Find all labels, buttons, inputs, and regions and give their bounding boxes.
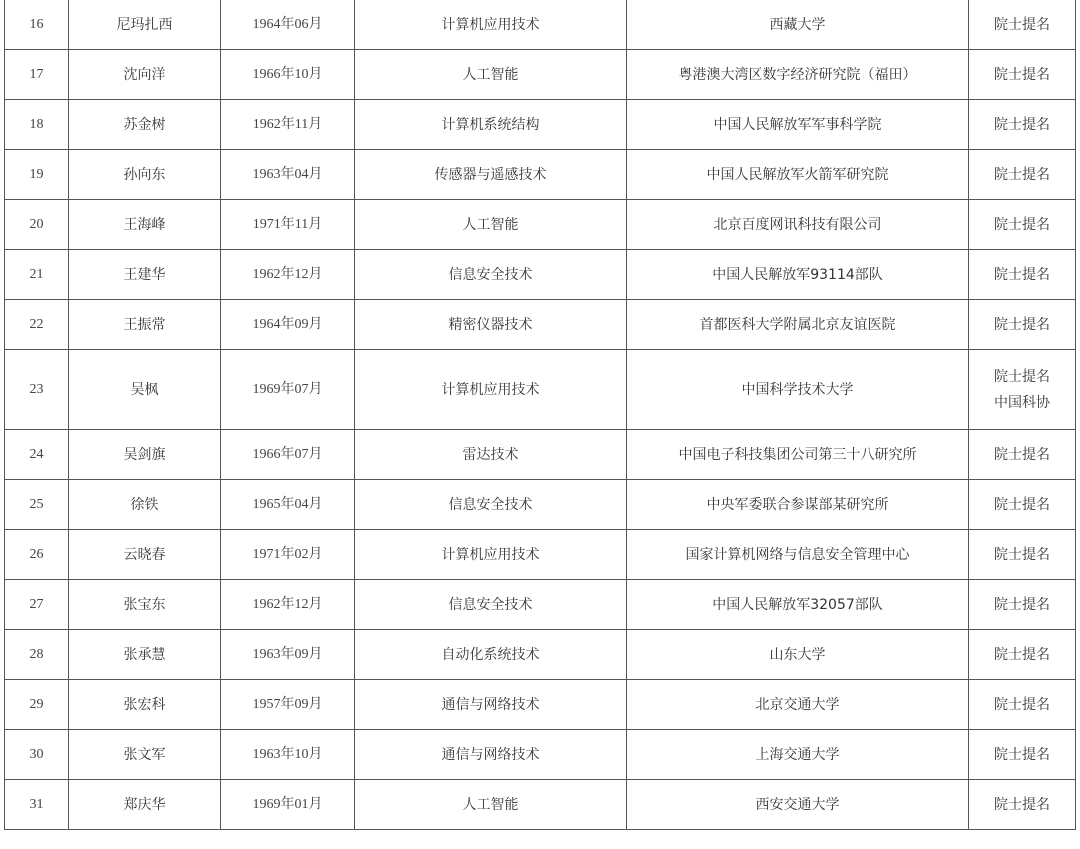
row-number-cell: 21 [5,250,69,300]
row-number-cell: 27 [5,580,69,630]
nomination-cell [969,730,1076,780]
name-cell: 尼玛扎西 [69,0,221,50]
row-number-cell: 25 [5,480,69,530]
nomination-source: 院士提名 [994,166,1050,183]
nomination-source: 院士提名 [994,316,1050,333]
nomination-cell [969,580,1076,630]
table-body [5,0,1076,830]
table-row [5,250,1076,300]
name-cell: 张宏科 [69,680,221,730]
table-row [5,680,1076,730]
organization-cell: 西藏大学 [627,0,969,50]
birth-date-cell: 1971年02月 [221,530,355,580]
birth-date-cell: 1963年09月 [221,630,355,680]
row-number-cell: 26 [5,530,69,580]
birth-date-cell: 1964年09月 [221,300,355,350]
nomination-cell [969,530,1076,580]
table-row [5,780,1076,830]
field-cell: 雷达技术 [355,430,627,480]
nomination-cell [969,630,1076,680]
name-cell: 吴枫 [69,350,221,430]
nomination-cell [969,780,1076,830]
field-cell: 计算机应用技术 [355,530,627,580]
birth-date-cell: 1969年01月 [221,780,355,830]
birth-date-cell: 1962年12月 [221,580,355,630]
nomination-cell [969,480,1076,530]
row-number-cell: 16 [5,0,69,50]
nomination-cell [969,300,1076,350]
name-cell: 苏金树 [69,100,221,150]
name-cell: 郑庆华 [69,780,221,830]
table-row [5,480,1076,530]
nomination-source: 院士提名 [994,546,1050,563]
nomination-source: 院士提名 [994,746,1050,763]
organization-cell: 中国人民解放军军事科学院 [627,100,969,150]
name-cell: 沈向洋 [69,50,221,100]
table-row [5,300,1076,350]
table-row [5,150,1076,200]
table-row [5,100,1076,150]
organization-cell: 西安交通大学 [627,780,969,830]
field-cell: 传感器与遥感技术 [355,150,627,200]
nomination-cell [969,350,1076,430]
row-number-cell: 24 [5,430,69,480]
field-cell: 人工智能 [355,780,627,830]
name-cell: 王海峰 [69,200,221,250]
nomination-source: 院士提名 [994,16,1050,33]
organization-cell: 中国电子科技集团公司第三十八研究所 [627,430,969,480]
birth-date-cell: 1966年10月 [221,50,355,100]
nomination-source: 院士提名 [994,496,1050,513]
organization-cell: 山东大学 [627,630,969,680]
organization-cell: 中国人民解放军93114部队 [627,250,969,300]
candidate-table-container [4,0,1075,830]
row-number-cell: 31 [5,780,69,830]
organization-cell: 粤港澳大湾区数字经济研究院（福田） [627,50,969,100]
birth-date-cell: 1965年04月 [221,480,355,530]
birth-date-cell: 1971年11月 [221,200,355,250]
birth-date-cell: 1962年12月 [221,250,355,300]
field-cell: 计算机应用技术 [355,350,627,430]
birth-date-cell: 1962年11月 [221,100,355,150]
organization-cell: 中国科学技术大学 [627,350,969,430]
name-cell: 王建华 [69,250,221,300]
organization-cell: 首都医科大学附属北京友谊医院 [627,300,969,350]
row-number-cell: 17 [5,50,69,100]
birth-date-cell: 1966年07月 [221,430,355,480]
nomination-source: 院士提名 [994,266,1050,283]
row-number-cell: 29 [5,680,69,730]
row-number-cell: 30 [5,730,69,780]
row-number-cell: 28 [5,630,69,680]
organization-cell: 中央军委联合参谋部某研究所 [627,480,969,530]
nomination-cell [969,100,1076,150]
table-row [5,630,1076,680]
table-row [5,200,1076,250]
name-cell: 吴剑旗 [69,430,221,480]
birth-date-cell: 1964年06月 [221,0,355,50]
nomination-source: 院士提名 [994,696,1050,713]
name-cell: 王振常 [69,300,221,350]
nomination-cell [969,430,1076,480]
organization-cell: 中国人民解放军火箭军研究院 [627,150,969,200]
row-number-cell: 22 [5,300,69,350]
table-row [5,580,1076,630]
nomination-source: 院士提名 [994,796,1050,813]
nomination-cell [969,0,1076,50]
birth-date-cell: 1957年09月 [221,680,355,730]
row-number-cell: 23 [5,350,69,430]
row-number-cell: 19 [5,150,69,200]
nomination-source: 院士提名 [994,646,1050,663]
organization-cell: 上海交通大学 [627,730,969,780]
nomination-cell [969,150,1076,200]
name-cell: 云晓春 [69,530,221,580]
field-cell: 信息安全技术 [355,580,627,630]
nomination-source: 院士提名 [994,66,1050,83]
nomination-cell [969,680,1076,730]
field-cell: 精密仪器技术 [355,300,627,350]
table-row [5,730,1076,780]
table-row [5,0,1076,50]
name-cell: 孙向东 [69,150,221,200]
table-row [5,430,1076,480]
organization-cell: 中国人民解放军32057部队 [627,580,969,630]
birth-date-cell: 1963年04月 [221,150,355,200]
nomination-cell [969,200,1076,250]
field-cell: 计算机应用技术 [355,0,627,50]
candidate-table [4,0,1076,830]
birth-date-cell: 1963年10月 [221,730,355,780]
name-cell: 张文军 [69,730,221,780]
nomination-source: 院士提名 [994,116,1050,133]
field-cell: 计算机系统结构 [355,100,627,150]
nomination-source: 院士提名 [994,368,1050,385]
name-cell: 徐铁 [69,480,221,530]
row-number-cell: 20 [5,200,69,250]
organization-cell: 国家计算机网络与信息安全管理中心 [627,530,969,580]
field-cell: 信息安全技术 [355,250,627,300]
row-number-cell: 18 [5,100,69,150]
birth-date-cell: 1969年07月 [221,350,355,430]
field-cell: 通信与网络技术 [355,680,627,730]
nomination-source: 院士提名 [994,596,1050,613]
table-row [5,530,1076,580]
name-cell: 张宝东 [69,580,221,630]
table-row [5,350,1076,430]
nomination-source: 院士提名 [994,446,1050,463]
nomination-cell [969,250,1076,300]
organization-cell: 北京百度网讯科技有限公司 [627,200,969,250]
nomination-cell [969,50,1076,100]
nomination-source: 中国科协 [994,394,1050,411]
nomination-source: 院士提名 [994,216,1050,233]
field-cell: 人工智能 [355,200,627,250]
table-row [5,50,1076,100]
organization-cell: 北京交通大学 [627,680,969,730]
field-cell: 通信与网络技术 [355,730,627,780]
field-cell: 信息安全技术 [355,480,627,530]
name-cell: 张承慧 [69,630,221,680]
field-cell: 自动化系统技术 [355,630,627,680]
field-cell: 人工智能 [355,50,627,100]
